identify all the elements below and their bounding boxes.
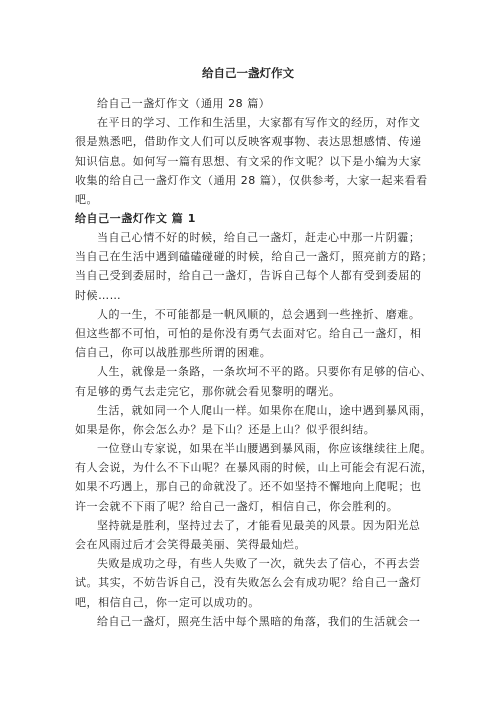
text-line: 一位登山专家说，如果在半山腰遇到暴风雨，你应该继续往上爬。 [97,442,432,456]
text-line: 很是熟悉吧，借助作文人们可以反映客观事物、表达思想感情、传递 [75,135,422,149]
text-line: 在平日的学习、工作和生活里，大家都有写作文的经历，对作文 [97,116,421,130]
text-line: 时候…… [75,288,122,302]
text-line: 给自己一盏灯，照亮生活中每个黑暗的角落，我们的生活就会一 [97,614,421,628]
text-line: 会在风雨过后才会笑得最美丽、笑得最灿烂。 [75,538,306,551]
text-line: 当自己受到委屈时，给自己一盏灯，告诉自己每个人都有受到委屈的 [75,269,422,283]
text-line: 生活，就如同一个人爬山一样。如果你在爬山，途中遇到暴风雨， [97,403,432,417]
text-line: 吧。 [75,192,99,206]
text-line: 有人会说，为什么不下山呢？在暴风雨的时候，山上可能会有泥石流， [75,461,434,475]
text-line: 当自己心情不好的时候，给自己一盏灯，赶走心中那一片阴霾； [97,231,421,244]
text-line: 信自己，你可以战胜那些所谓的困难。 [75,346,272,360]
text-line: 给自己一盏灯作文（通用 28 篇） [97,97,271,110]
text-line: 知识信息。如何写一篇有思想、有文采的作文呢？以下是小编为大家 [75,154,422,168]
text-line: 失败是成功之母，有些人失败了一次，就失去了信心，不再去尝 [97,557,421,571]
text-line: 收集的给自己一盏灯作文（通用 28 篇），仅供参考，大家一起来看看 [75,173,428,187]
text-line: 但这些都不可怕，可怕的是你没有勇气去面对它。给自己一盏灯，相 [75,326,422,340]
text-line: 吧，相信自己，你一定可以成功的。 [75,595,260,609]
text-line: 有足够的勇气去走完它，那你就会看见黎明的曙光。 [75,384,341,398]
text-line: 人的一生，不可能都是一帆风顺的，总会遇到一些挫折、磨难。 [97,307,421,321]
intro-block [75,94,428,209]
text-line: 如果不巧遇上，那自己的命就没了。还不如坚持不懈地向上爬呢；也 [75,480,422,494]
text-line: 坚持就是胜利，坚持过去了，才能看见最美的风景。因为阳光总 [97,518,421,532]
body-block [75,228,434,631]
document-title: 给自己一盏灯作文 [202,66,294,80]
section-heading: 给自己一盏灯作文 篇 1 [75,212,196,225]
text-line: 试。其实，不妨告诉自己，没有失败怎么会有成功呢？给自己一盏灯 [75,576,422,590]
text-line: 如果是你，你会怎么办？是下山？还是上山？似乎很纠结。 [75,422,376,436]
text-line: 人生，就像是一条路，一条坎坷不平的路。只要你有足够的信心、 [97,365,432,379]
text-line: 当自己在生活中遇到磕磕碰碰的时候，给自己一盏灯，照亮前方的路； [75,250,434,264]
text-line: 许一会就不下雨了呢？给自己一盏灯，相信自己，你会胜利的。 [75,499,399,513]
